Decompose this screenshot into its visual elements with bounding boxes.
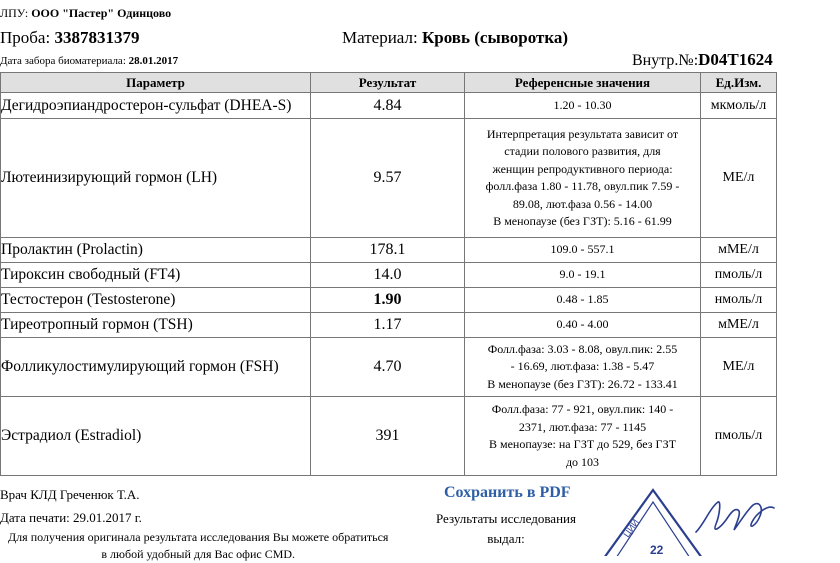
lpu-label: ЛПУ: [0,6,29,20]
stamp-text: ЦИИ [621,517,641,540]
reference-line: 0.40 - 4.00 [556,317,609,332]
param-cell: Тиреотропный гормон (TSH) [1,313,311,338]
reference-line: до 103 [565,454,600,469]
material-label: Материал: [342,28,418,47]
param-cell: Пролактин (Prolactin) [1,238,311,263]
reference-cell [465,338,701,397]
reference-line: 2371, лют.фаза: 77 - 1145 [518,419,647,434]
lpu-value: ООО "Пастер" Одинцово [31,6,172,20]
table-row [1,263,777,288]
reference-cell [465,238,701,263]
stamp-number: 22 [650,543,664,556]
param-cell: Фолликулостимулирующий гормон (FSH) [1,338,311,397]
issued-line: выдал: [487,531,525,546]
internal-number-value: D04T1624 [698,50,773,69]
result-cell: 4.70 [311,338,465,397]
table-row [1,288,777,313]
unit-cell: пмоль/л [701,397,777,476]
unit-cell: мМЕ/л [701,313,777,338]
collection-date-label: Дата забора биоматериала: [0,55,126,67]
original-note-line: Для получения оригинала результата исследования Вы можете обратиться [8,530,389,544]
table-row [1,397,777,476]
collection-date-value: 28.01.2017 [128,55,179,67]
reference-cell [465,397,701,476]
column-header-reference: Референсные значения [465,73,701,93]
table-row [1,119,777,238]
results-table [0,72,777,476]
reference-line: 1.20 - 10.30 [553,97,612,112]
column-header-unit: Ед.Изм. [701,73,777,93]
doctor-name: Врач КЛД Греченюк Т.А. [0,487,140,502]
result-cell: 1.17 [311,313,465,338]
unit-cell: МЕ/л [701,338,777,397]
save-pdf-link[interactable]: Сохранить в PDF [444,484,571,501]
lpu-line [0,6,171,21]
results-issued-by [436,509,576,549]
sample-line [0,28,139,48]
reference-line: 89.08, лют.фаза 0.56 - 14.00 [512,196,653,211]
result-cell-flagged: 1.90 [311,288,465,313]
reference-line: стадии полового развития, для [504,144,661,158]
reference-line: Фолл.фаза: 77 - 921, овул.пик: 140 - [491,402,674,416]
param-cell: Тестостерон (Testosterone) [1,288,311,313]
reference-line: В менопаузе: на ГЗТ до 529, без ГЗТ [488,437,677,451]
unit-cell: мМЕ/л [701,238,777,263]
collection-date-line [0,55,178,67]
result-cell: 14.0 [311,263,465,288]
internal-number-label: Внутр.№: [632,52,699,69]
signature [690,494,780,544]
reference-line: Интерпретация результата зависит от [486,126,679,141]
internal-number-line [632,50,773,70]
material-line [342,28,568,48]
reference-cell [465,313,701,338]
original-note-line: в любой удобный для Вас офис CMD. [101,547,296,561]
table-row [1,313,777,338]
unit-cell: нмоль/л [701,288,777,313]
reference-line: женщин репродуктивного периода: [492,161,673,176]
result-cell: 9.57 [311,119,465,238]
issued-line: Результаты исследования [436,511,576,526]
unit-cell: мкмоль/л [701,93,777,119]
reference-line: 9.0 - 19.1 [559,267,606,282]
param-cell: Дегидроэпиандростерон-сульфат (DHEA-S) [1,93,311,119]
unit-cell: МЕ/л [701,119,777,238]
column-header-parameter: Параметр [1,73,311,93]
sample-number: 3387831379 [54,28,140,47]
signature-stroke [696,502,774,532]
param-cell: Эстрадиол (Estradiol) [1,397,311,476]
reference-line: Фолл.фаза: 3.03 - 8.08, овул.пик: 2.55 [487,341,678,356]
unit-cell: пмоль/л [701,263,777,288]
reference-line: 0.48 - 1.85 [556,292,609,307]
reference-line: фолл.фаза 1.80 - 11.78, овул.пик 7.59 - [485,179,680,193]
reference-line: - 16.69, лют.фаза: 1.38 - 5.47 [510,359,655,374]
reference-cell [465,288,701,313]
result-cell: 178.1 [311,238,465,263]
result-cell: 4.84 [311,93,465,119]
sample-label: Проба: [0,28,51,47]
result-cell: 391 [311,397,465,476]
reference-cell [465,119,701,238]
param-cell: Тироксин свободный (FT4) [1,263,311,288]
reference-line: В менопаузе (без ГЗТ): 26.72 - 133.41 [487,376,678,391]
original-result-note [8,529,388,563]
column-header-result: Результат [311,73,465,93]
reference-cell [465,93,701,119]
table-row [1,238,777,263]
table-row [1,93,777,119]
table-header-row [1,73,777,93]
table-row [1,338,777,397]
param-cell: Лютеинизирующий гормон (LH) [1,119,311,238]
material-value: Кровь (сыворотка) [421,28,569,47]
reference-cell [465,263,701,288]
print-date: Дата печати: 29.01.2017 г. [0,510,142,525]
reference-line: В менопаузе (без ГЗТ): 5.16 - 61.99 [493,214,672,228]
reference-line: 109.0 - 557.1 [550,242,615,257]
